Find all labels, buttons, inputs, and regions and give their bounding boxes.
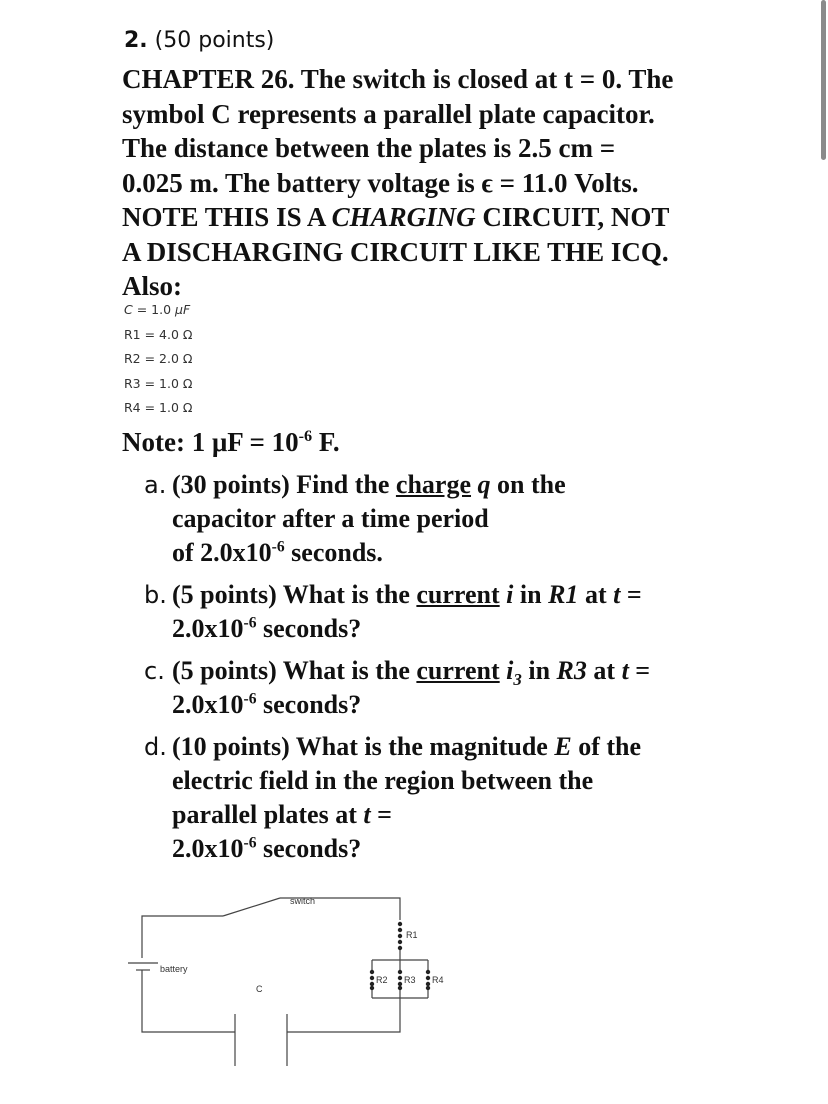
param-c-unit: μF — [175, 302, 191, 317]
part-text — [172, 468, 710, 570]
part-text-seg: capacitor after a time period — [172, 504, 489, 533]
part-text-seg: 2.0x10 — [172, 614, 244, 643]
part-text-seg: (5 points) What is the — [172, 580, 417, 609]
part-text-seg: seconds? — [256, 690, 362, 719]
question-parts — [140, 468, 710, 874]
t-symbol: t — [363, 800, 371, 829]
charge-term: charge — [395, 470, 472, 499]
exponent: -6 — [243, 834, 257, 852]
part-text-seg: 2.0x10 — [172, 834, 244, 863]
part-text-seg: electric field in the region between the — [172, 766, 594, 795]
parameter-list — [124, 298, 192, 421]
intro-line: CHAPTER 26. The switch is closed at t = 0. The — [122, 64, 674, 94]
r2-label: R2 — [376, 975, 388, 985]
part-text — [172, 578, 710, 646]
intro-line — [122, 200, 722, 235]
part-text-seg: seconds? — [256, 834, 362, 863]
resistor-r4 — [426, 970, 430, 990]
part-text-seg: parallel plates at — [172, 800, 364, 829]
circuit-diagram — [118, 888, 478, 1078]
part-c — [140, 654, 710, 722]
wire — [142, 916, 223, 958]
question-points: (50 points) — [154, 28, 275, 53]
part-text-seg: at — [586, 656, 622, 685]
wire — [287, 998, 400, 1032]
capacitor-label: C — [256, 984, 263, 994]
exponent: -6 — [271, 538, 285, 556]
part-text-seg: seconds. — [284, 538, 383, 567]
unit-note — [122, 427, 340, 458]
exponent: -6 — [243, 614, 257, 632]
exponent: -6 — [243, 690, 257, 708]
part-d — [140, 730, 710, 866]
part-text-seg: = — [620, 580, 642, 609]
i-symbol: i — [506, 580, 514, 609]
battery-label: battery — [160, 964, 188, 974]
part-text-seg: at — [578, 580, 614, 609]
question-number: 2. — [124, 28, 148, 53]
param-c — [124, 298, 192, 323]
switch-label: switch — [290, 896, 316, 906]
part-text-seg: = — [370, 800, 392, 829]
intro-text: CIRCUIT, NOT — [475, 202, 670, 232]
current-term: current — [416, 580, 500, 609]
part-label: d. — [144, 733, 167, 761]
e-symbol: E — [554, 732, 572, 761]
param-r3: R3 = 1.0 Ω — [124, 375, 193, 391]
part-text — [172, 654, 710, 722]
note-text: Note: 1 μF = 10 — [122, 427, 299, 457]
q-symbol: q — [477, 470, 491, 499]
subscript: 3 — [513, 670, 522, 690]
also-label: Also: — [122, 271, 182, 301]
param-r1: R1 = 4.0 Ω — [124, 326, 193, 342]
switch-blade — [223, 898, 280, 916]
resistor-symbol: R3 — [556, 656, 587, 685]
param-r2: R2 = 2.0 Ω — [124, 351, 193, 366]
intro-text: NOTE THIS IS A — [122, 202, 332, 232]
part-label: b. — [144, 581, 167, 609]
r4-label: R4 — [432, 975, 444, 985]
param-c-value: = 1.0 — [132, 302, 176, 317]
scrollbar[interactable] — [821, 0, 826, 160]
part-text-seg: of the — [571, 732, 642, 761]
part-text-seg: (5 points) What is the — [172, 656, 417, 685]
r3-label: R3 — [404, 975, 416, 985]
part-text-seg: in — [513, 580, 549, 609]
intro-line: 0.025 m. The battery voltage is ϵ = 11.0 Volts. — [122, 167, 639, 198]
t-symbol: t — [613, 580, 621, 609]
t-symbol: t — [621, 656, 629, 685]
resistor-r1 — [398, 922, 402, 950]
note-text: F. — [312, 427, 340, 457]
part-a — [140, 468, 710, 570]
param-r4: R4 = 1.0 Ω — [124, 400, 193, 415]
wire — [142, 970, 235, 1032]
problem-statement — [122, 62, 722, 304]
part-text-seg: seconds? — [256, 614, 362, 643]
part-text-seg: = — [628, 656, 651, 685]
charging-emphasis: CHARGING — [331, 202, 476, 232]
part-b — [140, 578, 710, 646]
question-header — [124, 28, 274, 53]
part-text-seg: (30 points) Find the — [172, 470, 396, 499]
part-text-seg: (10 points) What is the magnitude — [172, 732, 555, 761]
current-term: current — [416, 656, 500, 685]
part-text-seg: 2.0x10 — [172, 690, 244, 719]
i-symbol: i — [506, 656, 514, 685]
intro-line: The distance between the plates is 2.5 cm = — [122, 133, 616, 163]
param-c-symbol: C — [124, 302, 133, 317]
part-label: a. — [144, 471, 167, 499]
resistor-r3 — [398, 970, 402, 990]
intro-line: A DISCHARGING CIRCUIT LIKE THE ICQ. — [122, 236, 669, 267]
r1-label: R1 — [406, 930, 418, 940]
part-text-seg: on the — [490, 470, 566, 499]
resistor-symbol: R1 — [548, 580, 579, 609]
resistor-r2 — [370, 970, 374, 990]
part-label: c. — [144, 657, 165, 685]
intro-line: symbol C represents a parallel plate capacitor. — [122, 98, 655, 129]
part-text — [172, 730, 710, 866]
part-text-seg: of 2.0x10 — [172, 538, 272, 567]
note-exponent: -6 — [298, 427, 313, 445]
part-text-seg: in — [521, 656, 557, 685]
